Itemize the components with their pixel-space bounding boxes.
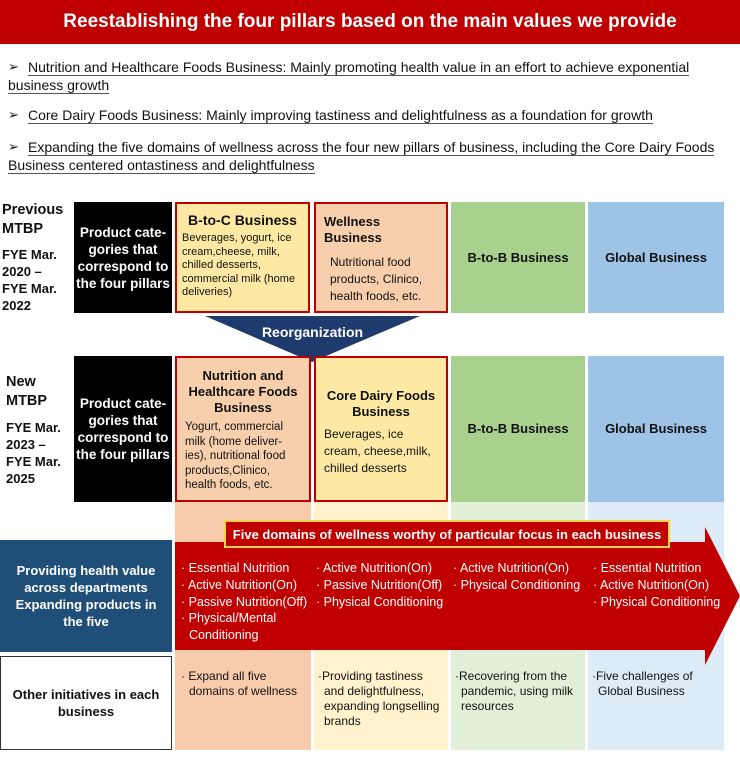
- arrow-icon: ➢: [8, 59, 19, 74]
- new-core-box: [314, 356, 448, 502]
- domain-item: · Physical/Mental Conditioning: [181, 611, 277, 643]
- domain-item: · Active Nutrition(On): [181, 577, 298, 592]
- other-item-btob: ·Recovering from the pandemic, using milk resources: [455, 669, 574, 713]
- bullet-text: Nutrition and Healthcare Foods Business: Mainly promoting health value in an effort to achieve exponential business growth: [8, 59, 690, 93]
- new-btob-box: B-to-B Business: [451, 356, 585, 502]
- domain-list-global: [593, 560, 727, 610]
- reorganization-label: Reorganization: [261, 324, 364, 340]
- core-title: Core Dairy Foods Business: [326, 388, 436, 419]
- nutrition-text: Yogurt, commercial milk (home deliver-ies), nutritional food products,Clinico, health foods, etc.: [185, 421, 286, 491]
- new-fye: FYE Mar. 2023 – FYE Mar. 2025: [6, 420, 61, 486]
- domain-item: · Physical Conditioning: [593, 594, 721, 609]
- previous-categories-box: Product cate-gories that correspond to the four pillars: [74, 202, 172, 313]
- domain-item: · Physical Conditioning: [453, 577, 581, 592]
- domain-list-core: [316, 560, 450, 610]
- domain-list-btob: [453, 560, 587, 594]
- previous-btob-box: B-to-B Business: [451, 202, 585, 313]
- wellness-text: Nutritional food products, Clinico, health foods, etc.: [330, 255, 423, 303]
- nutrition-title: Nutrition and Healthcare Foods Business: [188, 368, 298, 415]
- btoc-text: Beverages, yogurt, ice cream,cheese, milk, chilled desserts, commercial milk (home deliveries): [182, 232, 296, 298]
- domain-item: · Active Nutrition(On): [593, 577, 710, 592]
- previous-wellness-box: [314, 202, 448, 313]
- domain-item: · Physical Conditioning: [316, 594, 444, 609]
- new-categories-box: Product cate-gories that correspond to the four pillars: [74, 356, 172, 502]
- other-initiatives-box: Other initiatives in each business: [0, 656, 172, 750]
- bullet-item: [8, 138, 730, 174]
- domain-item: · Essential Nutrition: [181, 561, 290, 575]
- page-title: Reestablishing the four pillars based on the main values we provide: [0, 0, 740, 44]
- other-item-global: ·Five challenges of Global Business: [592, 669, 693, 698]
- arrow-icon: ➢: [8, 139, 19, 154]
- arrow-icon: ➢: [8, 107, 19, 122]
- wellness-title: Wellness Business: [324, 214, 382, 245]
- new-mtbp-label: New MTBP: [6, 374, 48, 409]
- domain-item: · Passive Nutrition(Off): [316, 577, 443, 592]
- new-global-box: Global Business: [588, 356, 724, 502]
- previous-btoc-box: [175, 202, 310, 313]
- bullet-item: [8, 106, 730, 124]
- bullet-text: Core Dairy Foods Business: Mainly improving tastiness and delightfulness as a foundation for growth: [28, 107, 653, 123]
- btoc-title: B-to-C Business: [188, 212, 297, 228]
- bullet-item: [8, 58, 730, 94]
- previous-mtbp-label: Previous MTBP: [2, 202, 64, 237]
- previous-fye: FYE Mar. 2020 – FYE Mar. 2022: [2, 247, 57, 313]
- domain-item: · Active Nutrition(On): [453, 561, 570, 575]
- other-item-core: ·Providing tastiness and delightfulness, expanding longselling brands: [318, 669, 440, 728]
- domain-list-nutrition: [181, 560, 311, 644]
- domain-item: · Active Nutrition(On): [316, 561, 433, 575]
- previous-global-box: Global Business: [588, 202, 724, 313]
- core-text: Beverages, ice cream, cheese,milk, chilled desserts: [324, 427, 431, 475]
- five-domains-label: Five domains of wellness worthy of particular focus in each business: [224, 520, 670, 548]
- domain-item: · Passive Nutrition(Off): [181, 594, 308, 609]
- other-item-nutrition: · Expand all five domains of wellness: [181, 669, 298, 698]
- bullet-text: Expanding the five domains of wellness across the four new pillars of business, including the Core Dairy Foods Business centered ontastiness and delightfulness: [8, 139, 715, 173]
- domain-item: · Essential Nutrition: [593, 561, 702, 575]
- new-nutrition-box: [175, 356, 311, 502]
- providing-health-value-box: Providing health value across departments Expanding products in the five: [0, 540, 172, 652]
